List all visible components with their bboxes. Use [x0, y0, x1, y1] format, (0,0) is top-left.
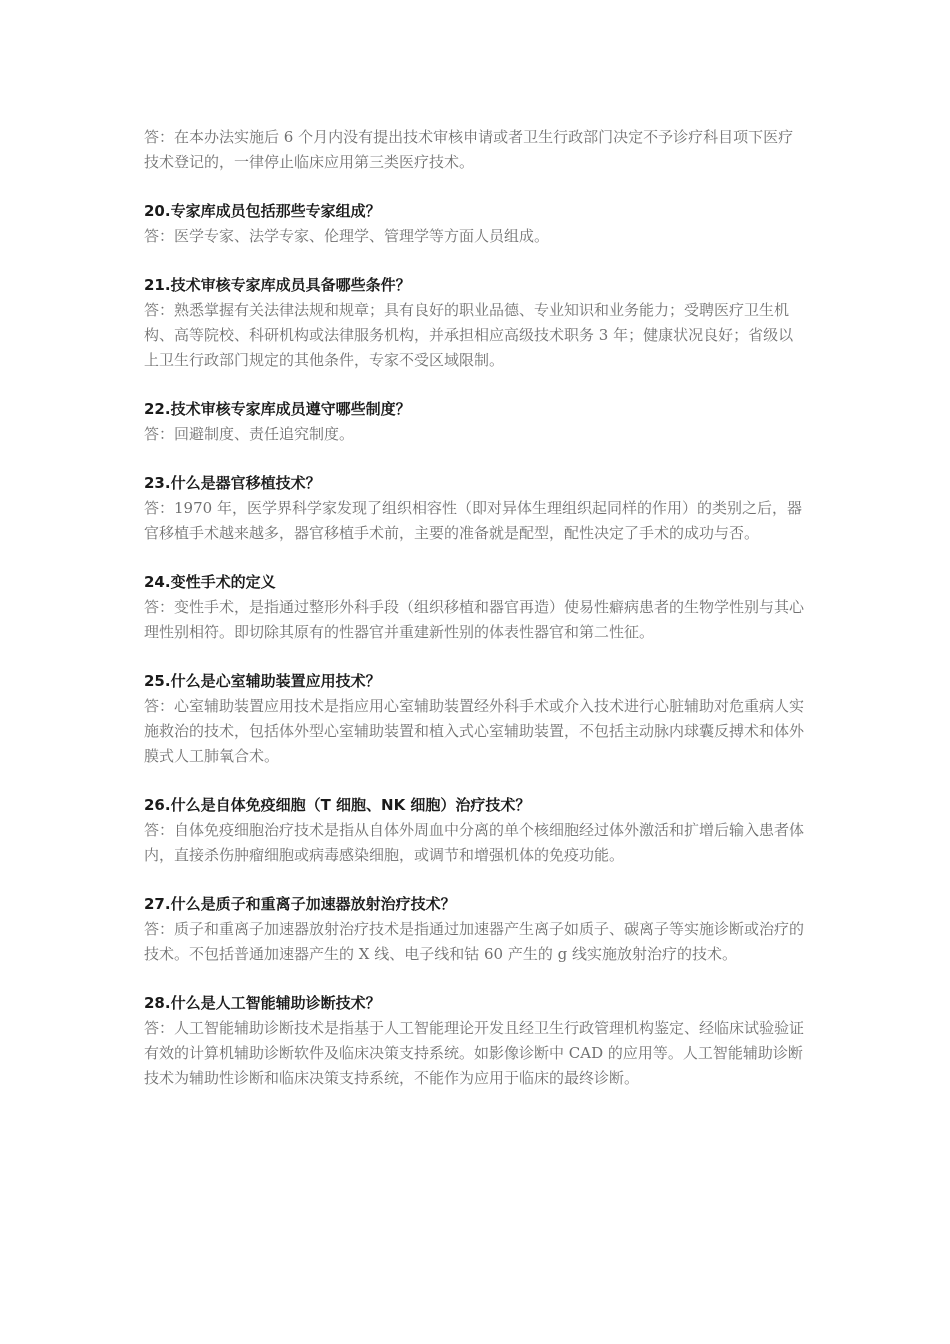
qa-item-21	[144, 273, 804, 373]
question-22: 22.技术审核专家库成员遵守哪些制度？	[144, 400, 411, 418]
qa-item-20	[144, 199, 804, 249]
qa-item-27	[144, 892, 804, 967]
question-21: 21.技术审核专家库成员具备哪些条件？	[144, 276, 411, 294]
qa-item-23	[144, 471, 804, 546]
answer-20: 答：医学专家、法学专家、伦理学、管理学等方面人员组成。	[144, 227, 550, 245]
qa-item-22	[144, 397, 804, 447]
qa-item-24	[144, 570, 804, 645]
question-28: 28.什么是人工智能辅助诊断技术？	[144, 994, 381, 1012]
answer-26: 答：自体免疫细胞治疗技术是指从自体外周血中分离的单个核细胞经过体外激活和扩增后输入患者体内，直接杀伤肿瘤细胞或病毒感染细胞，或调节和增强机体的免疫功能。	[144, 821, 805, 864]
question-27: 27.什么是质子和重离子加速器放射治疗技术？	[144, 895, 456, 913]
answer-28: 答：人工智能辅助诊断技术是指基于人工智能理论开发且经卫生行政管理机构鉴定、经临床试验验证有效的计算机辅助诊断软件及临床决策支持系统。如影像诊断中 CAD 的应用等。人工智能辅助诊断技术为辅助性诊断和临床决策支持系统，不能作为应用于临床的最终诊断。	[144, 1019, 805, 1087]
question-20: 20.专家库成员包括那些专家组成？	[144, 202, 381, 220]
intro-answer: 答：在本办法实施后 6 个月内没有提出技术审核申请或者卫生行政部门决定不予诊疗科目项下医疗技术登记的，一律停止临床应用第三类医疗技术。	[144, 128, 794, 171]
question-26: 26.什么是自体免疫细胞（T 细胞、NK 细胞）治疗技术？	[144, 796, 531, 814]
question-23: 23.什么是器官移植技术？	[144, 474, 321, 492]
intro-block	[144, 125, 804, 175]
answer-25: 答：心室辅助装置应用技术是指应用心室辅助装置经外科手术或介入技术进行心脏辅助对危重病人实施救治的技术，包括体外型心室辅助装置和植入式心室辅助装置，不包括主动脉内球囊反搏术和体外膜式人工肺氧合术。	[144, 697, 805, 765]
answer-24: 答：变性手术，是指通过整形外科手段（组织移植和器官再造）使易性癖病患者的生物学性别与其心理性别相符。即切除其原有的性器官并重建新性别的体表性器官和第二性征。	[144, 598, 805, 641]
question-24: 24.变性手术的定义	[144, 573, 276, 591]
answer-27: 答：质子和重离子加速器放射治疗技术是指通过加速器产生离子如质子、碳离子等实施诊断或治疗的技术。不包括普通加速器产生的 X 线、电子线和钴 60 产生的 g 线实施放射治疗的技术。	[144, 920, 805, 963]
answer-22: 答：回避制度、责任追究制度。	[144, 425, 355, 443]
document-body	[144, 125, 804, 1115]
answer-23: 答：1970 年，医学界科学家发现了组织相容性（即对异体生理组织起同样的作用）的类别之后，器官移植手术越来越多，器官移植手术前，主要的准备就是配型，配性决定了手术的成功与否。	[144, 499, 802, 542]
qa-item-28	[144, 991, 804, 1091]
question-25: 25.什么是心室辅助装置应用技术？	[144, 672, 381, 690]
answer-21: 答：熟悉掌握有关法律法规和规章；具有良好的职业品德、专业知识和业务能力；受聘医疗卫生机构、高等院校、科研机构或法律服务机构，并承担相应高级技术职务 3 年；健康状况良好；省级以上卫生行政部门规定的其他条件，专家不受区域限制。	[144, 301, 794, 369]
qa-item-26	[144, 793, 804, 868]
qa-item-25	[144, 669, 804, 769]
